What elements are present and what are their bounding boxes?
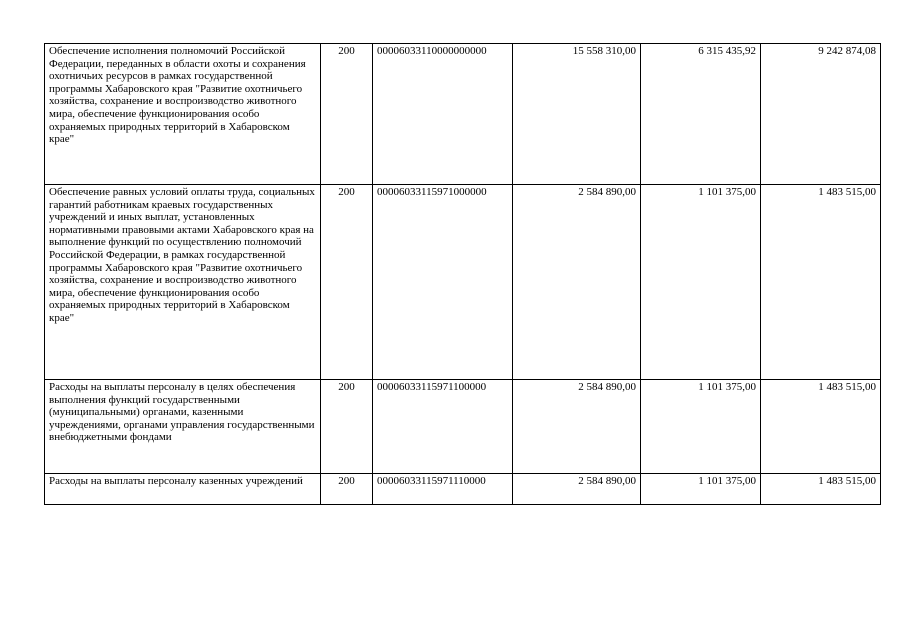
row-kbk-cell: 00006033115971000000: [373, 185, 513, 380]
row-remaining-cell: 1 483 515,00: [761, 474, 881, 505]
row-remaining-cell: 1 483 515,00: [761, 380, 881, 474]
row-code-cell: 200: [321, 44, 373, 185]
row-approved-cell: 15 558 310,00: [513, 44, 641, 185]
row-executed-cell: 1 101 375,00: [641, 380, 761, 474]
row-executed-cell: 1 101 375,00: [641, 185, 761, 380]
row-code-cell: 200: [321, 380, 373, 474]
row-executed-cell: 6 315 435,92: [641, 44, 761, 185]
row-name-cell: Расходы на выплаты персоналу в целях обеспечения выполнения функций государственными (муниципальными) органами, казенными учреждениями, органами управления государственными внебюджетными фондами: [45, 380, 321, 474]
row-remaining-cell: 9 242 874,08: [761, 44, 881, 185]
row-kbk-cell: 00006033110000000000: [373, 44, 513, 185]
row-code-cell: 200: [321, 474, 373, 505]
table-row: [45, 474, 881, 505]
row-remaining-cell: 1 483 515,00: [761, 185, 881, 380]
row-approved-cell: 2 584 890,00: [513, 380, 641, 474]
table-row: [45, 44, 881, 185]
row-executed-cell: 1 101 375,00: [641, 474, 761, 505]
row-approved-cell: 2 584 890,00: [513, 185, 641, 380]
table-row: [45, 380, 881, 474]
row-name-cell: Расходы на выплаты персоналу казенных учреждений: [45, 474, 321, 505]
row-name-cell: Обеспечение исполнения полномочий Российской Федерации, переданных в области охоты и сохранения охотничьих ресурсов в рамках государственной программы Хабаровского края "Развитие охотничьего хозяйства, сохранение и воспроизводство животного мира, обеспечение функционирования особо охраняемых природных территорий в Хабаровском крае": [45, 44, 321, 185]
table-row: [45, 185, 881, 380]
row-name-cell: Обеспечение равных условий оплаты труда, социальных гарантий работникам краевых государственных учреждений и иных выплат, установленных нормативными правовыми актами Хабаровского края на выполнение функций по осуществлению полномочий Российской Федерации, в рамках государственной программы Хабаровского края "Развитие охотничьего хозяйства, сохранение и воспроизводство животного мира, обеспечение функционирования особо охраняемых природных территорий в Хабаровском крае": [45, 185, 321, 380]
budget-execution-table: [44, 43, 881, 505]
row-approved-cell: 2 584 890,00: [513, 474, 641, 505]
row-code-cell: 200: [321, 185, 373, 380]
row-kbk-cell: 00006033115971100000: [373, 380, 513, 474]
row-kbk-cell: 00006033115971110000: [373, 474, 513, 505]
